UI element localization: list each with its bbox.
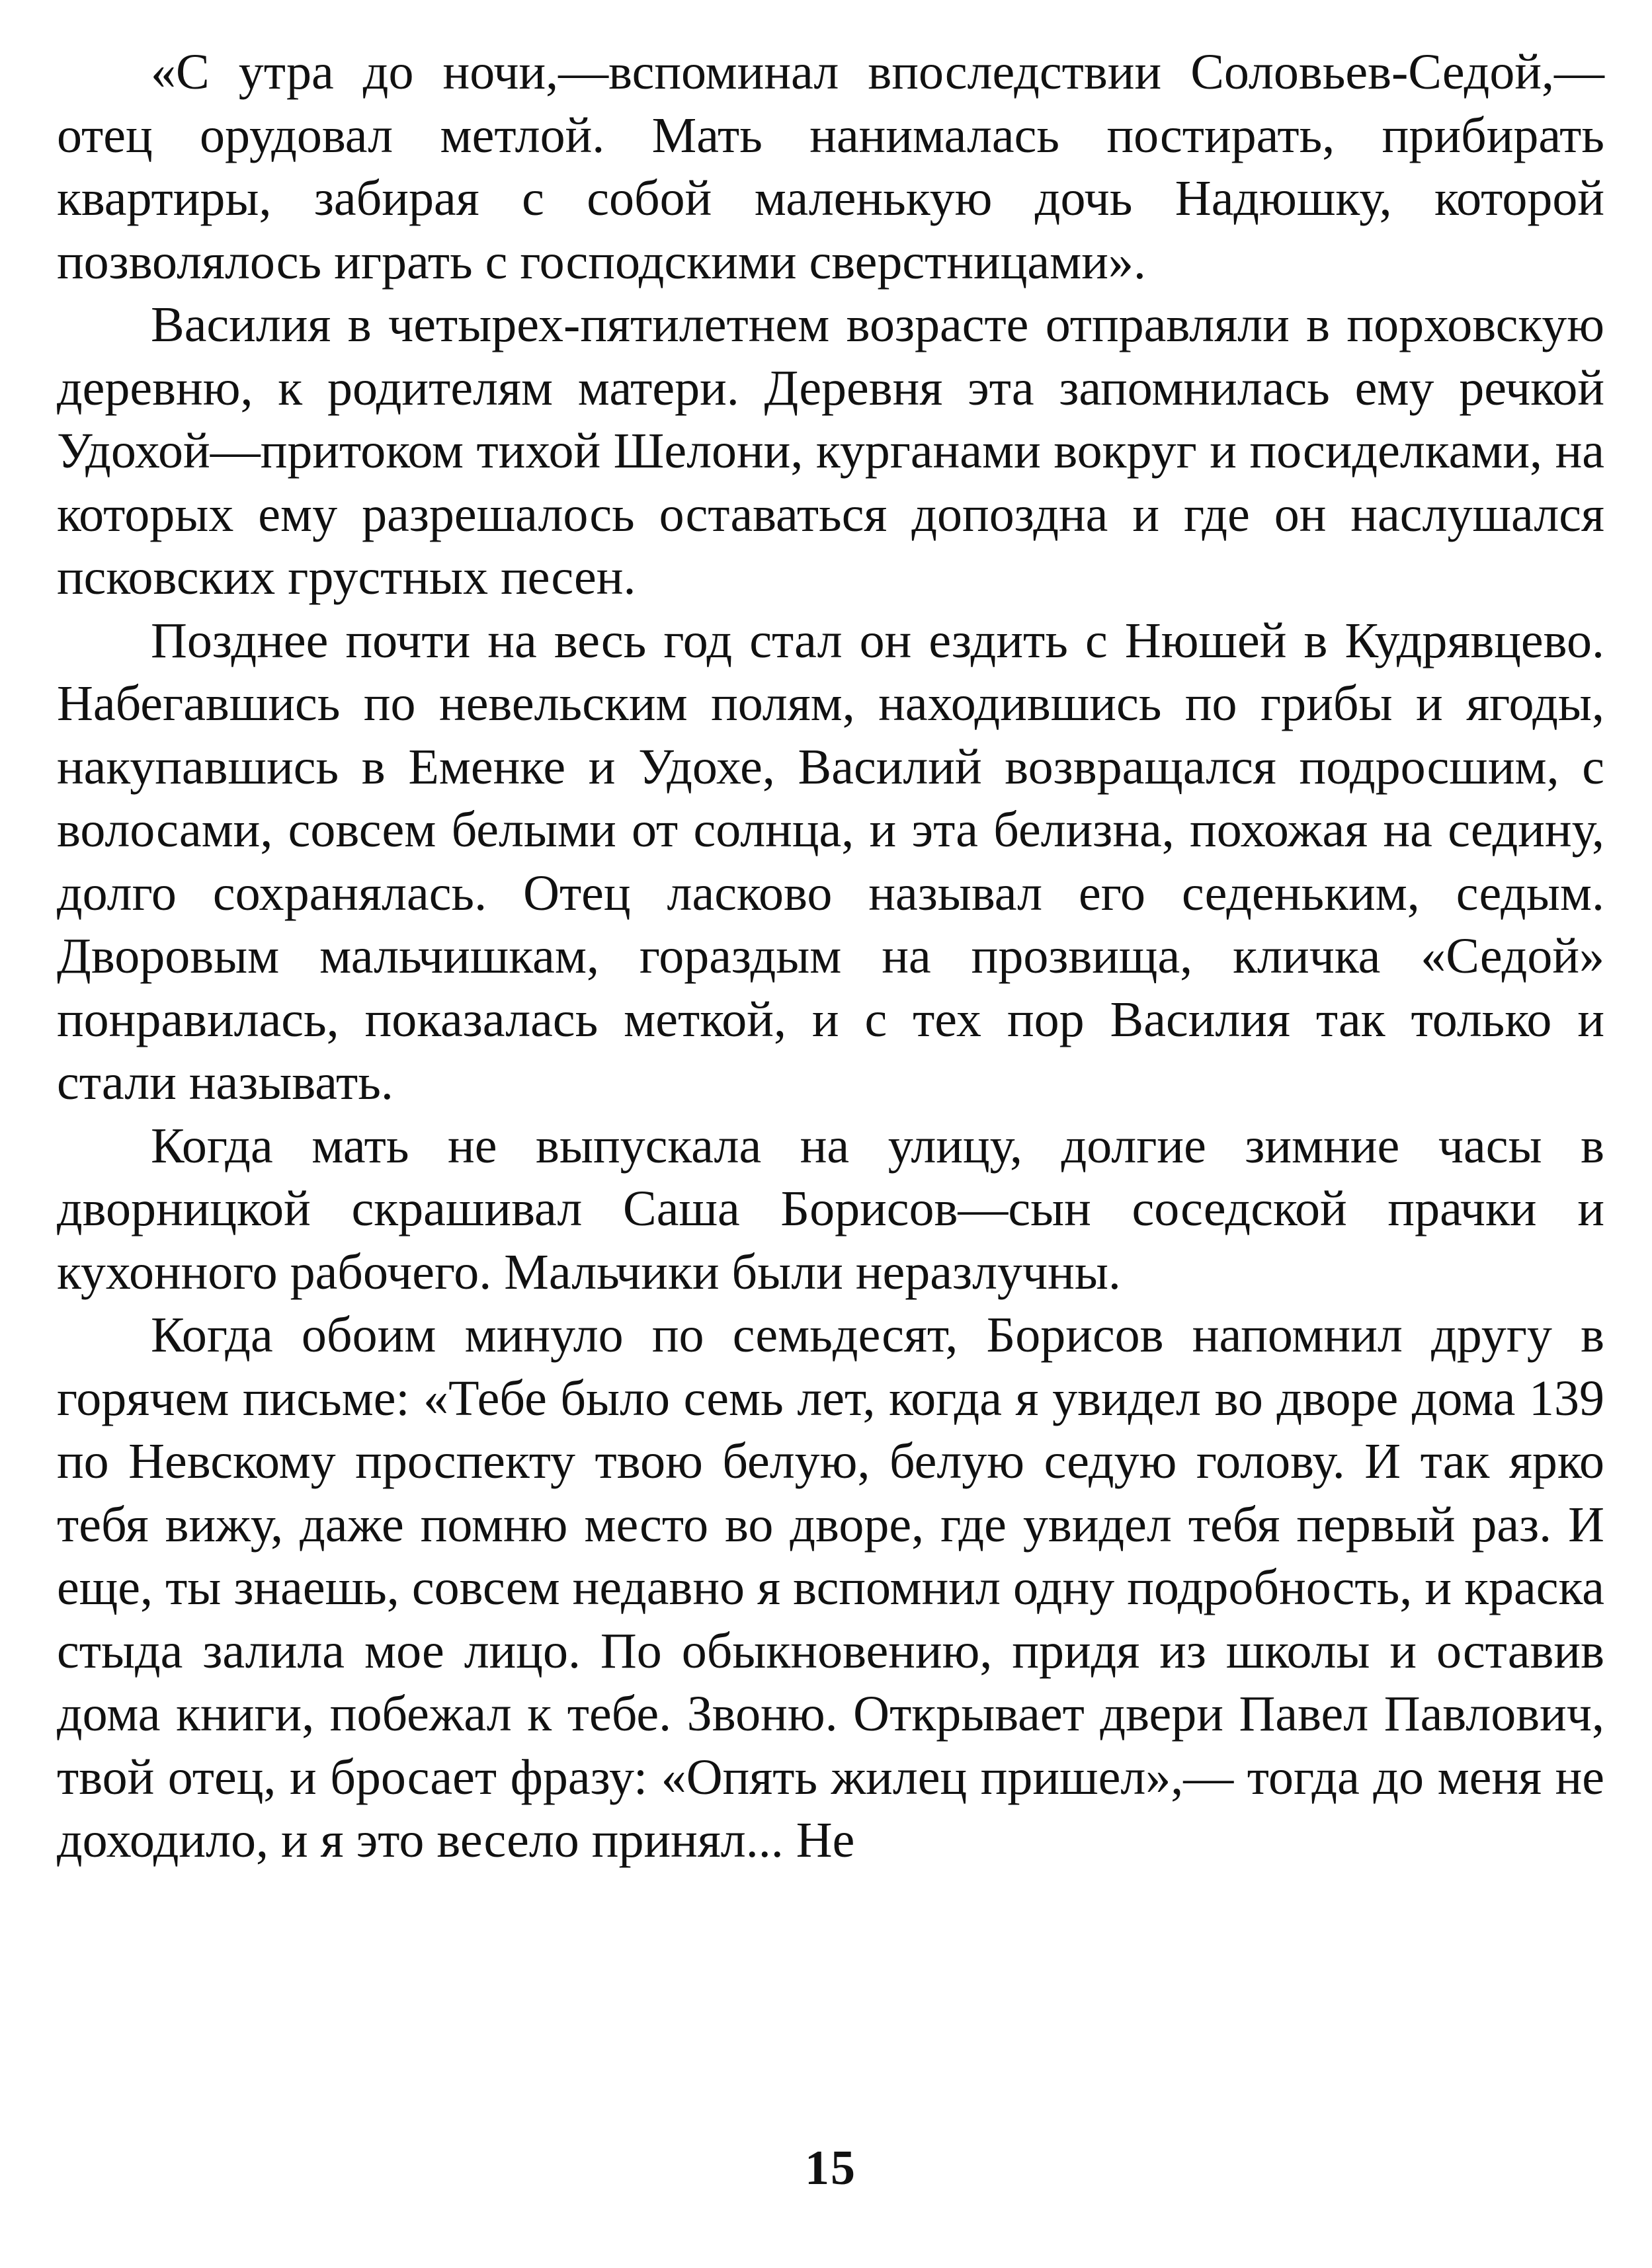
page-number: 15 <box>805 2141 856 2195</box>
paragraph-1: «С утра до ночи,—вспоминал впоследствии Соловьев-Седой,—отец орудовал метлой. Мать нанималась постирать, прибирать квартиры, забирая с собой маленькую дочь Надюшку, которой позволялось играть с господскими сверстницами». <box>57 44 1604 290</box>
body-text <box>57 41 1604 1873</box>
paragraph-3: Позднее почти на весь год стал он ездить с Нюшей в Кудрявцево. Набегавшись по невельским полям, находившись по грибы и ягоды, накупавшись в Еменке и Удохе, Василий возвращался подросшим, с волосами, совсем белыми от солнца, и эта белизна, похожая на седину, долго сохранялась. Отец ласково называл его седеньким, седым. Дворовым мальчишкам, гораздым на прозвища, кличка «Седой» понравилась, показалась меткой, и с тех пор Василия так только и стали называть. <box>57 612 1604 1110</box>
paragraph-5: Когда обоим минуло по семьдесят, Борисов напомнил другу в горячем письме: «Тебе было семь лет, когда я увидел во дворе дома 139 по Невскому проспекту твою белую, белую седую голову. И так ярко тебя вижу, даже помню место во дворе, где увидел тебя первый раз. И еще, ты знаешь, совсем недавно я вспомнил одну подробность, и краска стыда залила мое лицо. По обыкновению, придя из школы и оставив дома книги, побежал к тебе. Звоню. Открывает двери Павел Павлович, твой отец, и бросает фразу: «Опять жилец пришел»,— тогда до меня не доходило, и я это весело принял... Не <box>57 1307 1604 1868</box>
book-page <box>57 41 1604 2243</box>
paragraph-2: Василия в четырех-пятилетнем возрасте отправляли в порховскую деревню, к родителям матери. Деревня эта запомнилась ему речкой Удохой—притоком тихой Шелони, курганами вокруг и посиделками, на которых ему разрешалось оставаться допоздна и где он наслушался псковских грустных песен. <box>57 297 1604 605</box>
paragraph-4: Когда мать не выпускала на улицу, долгие зимние часы в дворницкой скрашивал Саша Борисов—сын соседской прачки и кухонного рабочего. Мальчики были неразлучны. <box>57 1117 1604 1300</box>
